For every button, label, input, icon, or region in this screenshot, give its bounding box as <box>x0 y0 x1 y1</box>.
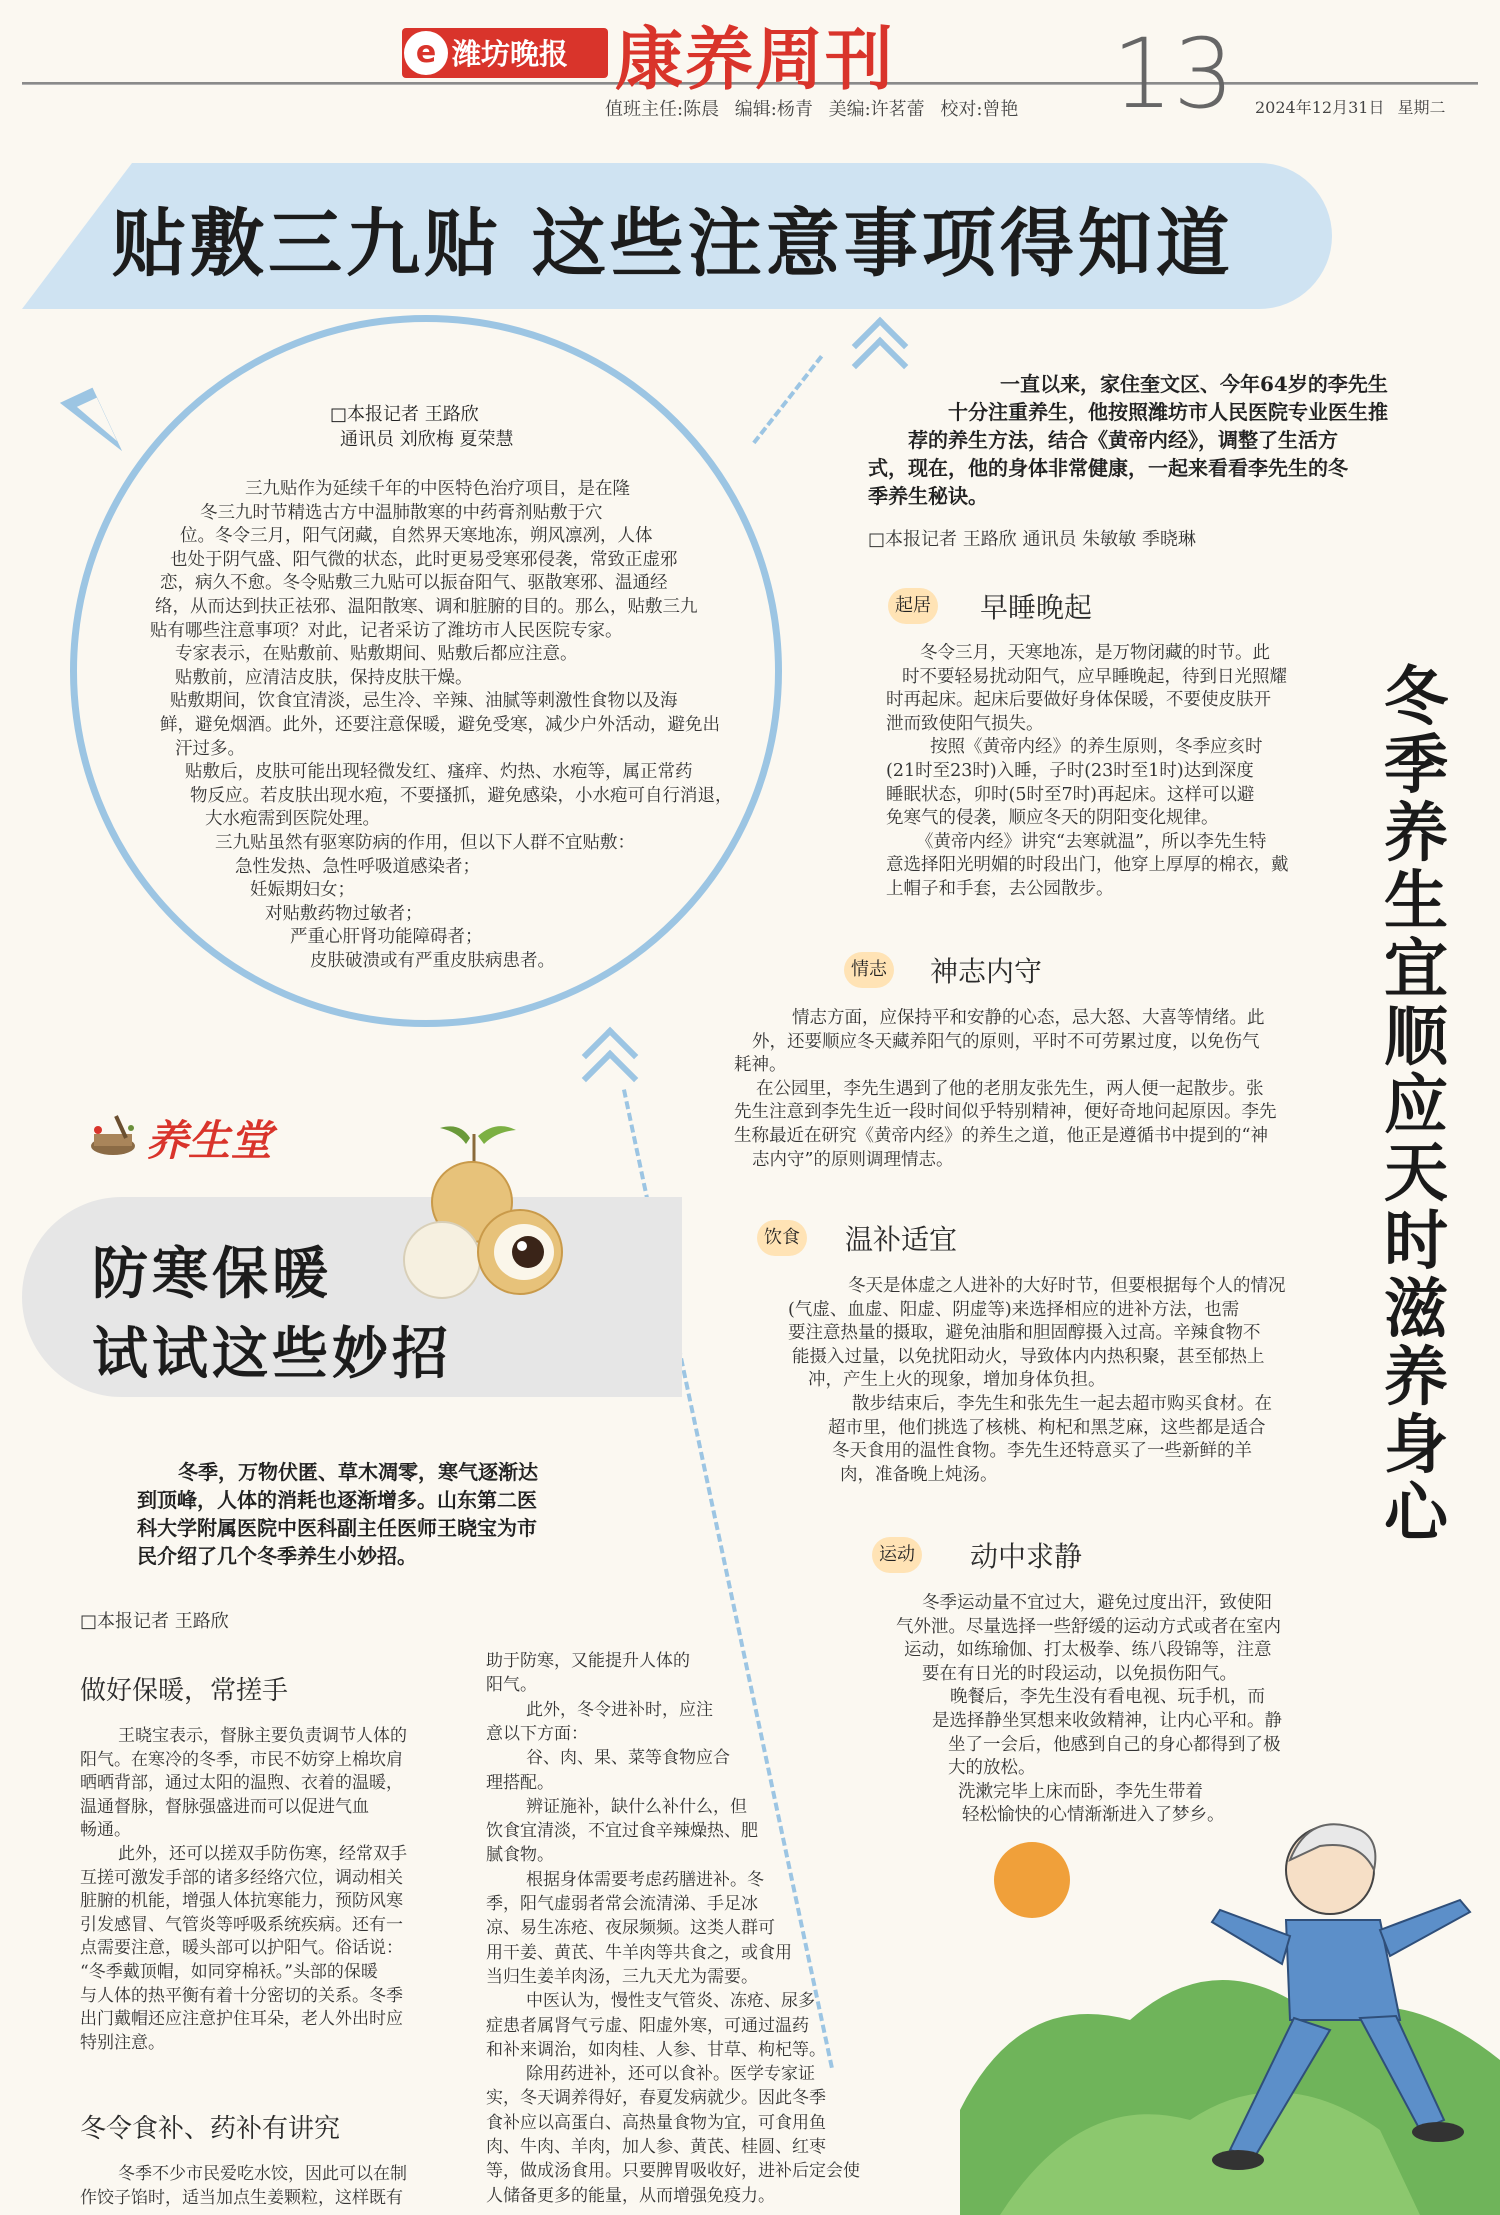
column-2-line: 辨证施补，缺什么补什么，但 <box>526 1796 747 1817</box>
circle-article-line: 也处于阴气盛、阳气微的状态，此时更易受寒邪侵袭，常致正虚邪 <box>170 549 678 570</box>
column-1-tail-line: 作饺子馅时，适当加点生姜颗粒，这样既有 <box>80 2187 403 2208</box>
section-body-line: 冬天食用的温性食物。李先生还特意买了一些新鲜的羊 <box>832 1441 1252 1462</box>
column-2-line: 季，阳气虚弱者常会流清涕、手足冰 <box>486 1894 758 1914</box>
section-body-line: 睡眠状态，卯时(5时至7时)再起床。这样可以避 <box>886 784 1255 805</box>
section-title: 温补适宜 <box>845 1223 958 1256</box>
column-2-line: 腻食物。 <box>486 1845 554 1866</box>
section-body-line: 时不要轻易扰动阳气，应早睡晚起，待到日光照耀 <box>902 666 1287 687</box>
column-2-line: 理搭配。 <box>486 1772 554 1793</box>
section-body-line: 情志方面，应保持平和安静的心态，忌大怒、大喜等情绪。此 <box>792 1008 1265 1028</box>
paper-name: 潍坊晚报 <box>452 37 569 71</box>
column-2-line: 助于防寒，又能提升人体的 <box>486 1651 690 1671</box>
circle-article-line: 急性发热、急性呼吸道感染者； <box>235 856 480 877</box>
section-body-line: 冲，产生上火的现象，增加身体负担。 <box>808 1370 1106 1391</box>
section-tag: 运动 <box>872 1537 922 1573</box>
section-body-line: 大的放松。 <box>948 1758 1036 1779</box>
section-body-line: 能摄入过量，以免扰阳动火，导致体内内热积聚，甚至郁热上 <box>792 1346 1265 1367</box>
section-body-line: 《黄帝内经》讲究“去寒就温”，所以李先生特 <box>916 831 1267 852</box>
column-1-line: 特别注意。 <box>80 2032 165 2053</box>
column-2-line: 除用药进补，还可以食补。医学专家证 <box>526 2064 815 2085</box>
circle-article-line: 三九贴作为延续千年的中医特色治疗项目，是在隆 <box>245 479 630 499</box>
circle-article-line: 皮肤破溃或有严重皮肤病患者。 <box>310 951 555 971</box>
circle-byline-correspondents: 通讯员 刘欣梅 夏荣慧 <box>340 429 514 450</box>
section-body-line: 冬季运动量不宜过大，避免过度出汗，致使阳 <box>922 1593 1272 1613</box>
column-2-line: 此外，冬令进补时，应注 <box>526 1699 713 1720</box>
right-intro-line: 一直以来，家住奎文区、今年64岁的李先生 <box>1000 372 1388 396</box>
section-body-line: (21时至23时)入睡，子时(23时至1时)达到深度 <box>886 761 1254 781</box>
column-1-line: 引发感冒、气管炎等呼吸系统疾病。还有一 <box>80 1914 403 1935</box>
section-body-line: 是选择静坐冥想来收敛精神，让内心平和。静 <box>932 1711 1282 1731</box>
right-intro-line: 季养生秘诀。 <box>868 484 988 508</box>
circle-article-line: 对贴敷药物过敏者； <box>265 903 423 924</box>
circle-article-line: 恋，病久不愈。冬令贴敷三九贴可以振奋阳气、驱散寒邪、温通经 <box>160 573 668 594</box>
section-body-line: 超市里，他们挑选了核桃、枸杞和黑芝麻，这些都是适合 <box>828 1417 1266 1438</box>
section-body-line: 要注意热量的摄取，避免油脂和胆固醇摄入过高。辛辣食物不 <box>788 1323 1261 1344</box>
column-2-line: 人储备更多的能量，从而增强免疫力。 <box>486 2185 775 2206</box>
column-1-line: 阳气。在寒冷的冬季，市民不妨穿上棉坎肩 <box>80 1749 403 1770</box>
column-1-line: 温通督脉，督脉强盛进而可以促进气血 <box>80 1796 369 1817</box>
column-1-line: 出门戴帽还应注意护住耳朵，老人外出时应 <box>80 2009 403 2030</box>
column-1-line: 此外，还可以搓双手防伤寒，经常双手 <box>118 1844 407 1864</box>
section-body-line: (气虚、血虚、阳虚、阴虚等)来选择相应的进补方法，也需 <box>788 1299 1240 1320</box>
column-2-line: 等，做成汤食用。只要脾胃吸收好，进补后定会使 <box>486 2161 860 2182</box>
health-hall-intro-line: 冬季，万物伏匿、草木凋零，寒气逐渐达 <box>178 1460 538 1484</box>
column-1-line: 畅通。 <box>80 1820 131 1841</box>
column-1-line: 与人体的热平衡有着十分密切的关系。冬季 <box>80 1985 403 2006</box>
section-name: 康养周刊 <box>615 21 896 100</box>
circle-article-line: 大水疱需到医院处理。 <box>205 809 380 830</box>
circle-article-line: 严重心肝肾功能障碍者； <box>290 927 483 948</box>
column-1-line: 王晓宝表示，督脉主要负责调节人体的 <box>118 1726 407 1746</box>
column-2-line: 症患者属肾气亏虚、阳虚外寒，可通过温药 <box>486 2015 809 2036</box>
section-tag: 饮食 <box>757 1220 807 1256</box>
page-number: 13 <box>1112 18 1235 130</box>
vertical-article-title: 冬季养生宜顺应天时 滋养身心 <box>1384 661 1448 1551</box>
section-body-line: 要在有日光的时段运动，以免损伤阳气。 <box>922 1663 1237 1684</box>
staff-credits: 值班主任:陈晨 编辑:杨青 美编:许茗蕾 校对:曾艳 <box>605 99 1019 120</box>
circle-article-line: 位。冬令三月，阳气闭藏，自然界天寒地冻，朔风凛冽，人体 <box>180 526 653 547</box>
section-body-line: 生称最近在研究《黄帝内经》的养生之道，他正是遵循书中提到的“神 <box>734 1126 1268 1146</box>
health-hall-subhead-2: 冬令食补、药补有讲究 <box>80 2114 341 2144</box>
section-body-line: 冬天是体虚之人进补的大好时节，但要根据每个人的情况 <box>848 1276 1286 1296</box>
column-1-line: “冬季戴顶帽，如同穿棉袄。”头部的保暖 <box>80 1962 378 1982</box>
dashed-connector-upper <box>752 355 823 444</box>
circle-article-line: 贴敷后，皮肤可能出现轻微发红、瘙痒、灼热、水疱等，属正常药 <box>185 762 693 783</box>
section-body-line: 洗漱完毕上床而卧，李先生带着 <box>958 1781 1203 1802</box>
column-1-line: 点需要注意，暖头部可以护阳气。俗话说： <box>80 1938 403 1959</box>
column-2-line: 阳气。 <box>486 1675 537 1696</box>
section-body-line: 轻松愉快的心情渐渐进入了梦乡。 <box>962 1805 1225 1826</box>
column-2-line: 肉、牛肉、羊肉，加人参、黄芪、桂圆、红枣 <box>486 2137 826 2157</box>
circle-article-line: 贴有哪些注意事项？对此，记者采访了潍坊市人民医院专家。 <box>150 620 623 641</box>
right-article-byline: □本报记者 王路欣 通讯员 朱敏敏 季晓琳 <box>868 529 1196 550</box>
circle-article-line: 汗过多。 <box>175 738 245 759</box>
column-2-line: 和补来调治，如肉桂、人参、甘草、枸杞等。 <box>486 2039 826 2060</box>
circle-article-line: 络，从而达到扶正祛邪、温阳散寒、调和脏腑的目的。那么，贴敷三九 <box>155 597 698 617</box>
circle-article-line: 专家表示，在贴敷前、贴敷期间、贴敷后都应注意。 <box>175 644 578 665</box>
section-title: 动中求静 <box>970 1540 1083 1573</box>
health-hall-intro-line: 到顶峰，人体的消耗也逐渐增多。山东第二医 <box>137 1488 537 1512</box>
column-2-line: 根据身体需要考虑药膳进补。冬 <box>526 1869 764 1890</box>
section-body-line: 外，还要顺应冬天藏养阳气的原则，平时不可劳累过度，以免伤气 <box>752 1031 1260 1052</box>
section-body-line: 免寒气的侵袭，顺应冬天的阴阳变化规律。 <box>886 808 1219 829</box>
column-1-line: 晒晒背部，通过太阳的温煦、衣着的温暖， <box>80 1773 403 1794</box>
right-intro-line: 荐的养生方法，结合《黄帝内经》，调整了生活方 <box>908 428 1338 452</box>
longan-illustration <box>400 1120 580 1320</box>
tai-chi-illustration <box>960 1760 1500 2215</box>
circle-byline-reporter: □本报记者 王路欣 <box>330 404 479 425</box>
section-title: 神志内守 <box>930 955 1043 988</box>
circle-article-line: 贴敷期间，饮食宜清淡，忌生冷、辛辣、油腻等刺激性食物以及海 <box>170 691 678 712</box>
section-title: 早睡晚起 <box>980 591 1093 624</box>
health-hall-title-line2: 试试这些妙招 <box>92 1322 452 1387</box>
section-body-line: 泄而致使阳气损失。 <box>886 713 1044 734</box>
section-body-line: 按照《黄帝内经》的养生原则，冬季应亥时 <box>930 737 1263 758</box>
health-hall-title-line1: 防寒保暖 <box>92 1242 332 1307</box>
section-body-line: 志内守”的原则调理情志。 <box>752 1149 954 1170</box>
section-body-line: 肉，准备晚上炖汤。 <box>840 1464 998 1485</box>
issue-date: 2024年12月31日 星期二 <box>1255 98 1446 117</box>
section-body-line: 气外泄。尽量选择一些舒缓的运动方式或者在室内 <box>896 1616 1281 1637</box>
section-body-line: 时再起床。起床后要做好身体保暖，不要使皮肤开 <box>886 690 1271 711</box>
health-hall-intro-line: 民介绍了几个冬季养生小妙招。 <box>137 1544 417 1568</box>
column-1-line: 互搓可激发手部的诸多经络穴位，调动相关 <box>80 1867 403 1888</box>
right-intro-line: 式，现在，他的身体非常健康，一起来看看李先生的冬 <box>868 456 1348 480</box>
column-2-line: 食补应以高蛋白、高热量食物为宜，可食用鱼 <box>486 2112 826 2133</box>
column-2-line: 意以下方面： <box>486 1723 588 1744</box>
mortar-herbs-icon <box>86 1112 140 1158</box>
circle-article-line: 物反应。若皮肤出现水疱，不要搔抓，避免感染，小水疱可自行消退， <box>190 785 733 806</box>
paper-logo-icon: e <box>404 31 448 75</box>
section-body-line: 先生注意到李先生近一段时间似乎特别精神，便好奇地问起原因。李先 <box>734 1102 1277 1123</box>
health-hall-byline: □本报记者 王路欣 <box>80 1611 229 1632</box>
circle-article-line: 妊娠期妇女； <box>250 880 355 901</box>
right-intro-line: 十分注重养生，他按照潍坊市人民医院专业医生推 <box>948 400 1388 424</box>
section-tag: 情志 <box>844 952 894 988</box>
circle-article-line: 三九贴虽然有驱寒防病的作用，但以下人群不宜贴敷： <box>215 833 635 853</box>
circle-article-line: 贴敷前，应清洁皮肤，保持皮肤干燥。 <box>175 667 473 688</box>
column-2-line: 饮食宜清淡，不宜过食辛辣燥热、肥 <box>486 1821 758 1842</box>
section-body-line: 意选择阳光明媚的时段出门，他穿上厚厚的棉衣，戴 <box>886 855 1289 876</box>
section-tag: 起居 <box>888 588 938 624</box>
section-body-line: 冬令三月，天寒地冻，是万物闭藏的时节。此 <box>920 643 1270 663</box>
section-body-line: 耗神。 <box>734 1055 787 1076</box>
section-body-line: 散步结束后，李先生和张先生一起去超市购买食材。在 <box>852 1394 1272 1414</box>
column-1-line: 脏腑的机能，增强人体抗寒能力，预防风寒 <box>80 1891 403 1912</box>
page-headline: 贴敷三九贴 这些注意事项得知道 <box>112 201 1234 287</box>
section-body-line: 晚餐后，李先生没有看电视、玩手机，而 <box>950 1687 1265 1708</box>
column-2-line: 凉、易生冻疮、夜尿频频。这类人群可 <box>486 1918 775 1939</box>
column-1-tail-line: 冬季不少市民爱吃水饺，因此可以在制 <box>118 2164 407 2184</box>
section-body-line: 上帽子和手套，去公园散步。 <box>886 879 1114 899</box>
column-2-line: 实，冬天调养得好，春夏发病就少。因此冬季 <box>486 2088 826 2109</box>
column-2-line: 当归生姜羊肉汤，三九天尤为需要。 <box>486 1966 758 1987</box>
column-2-line: 谷、肉、果、菜等食物应合 <box>526 1748 730 1769</box>
section-body-line: 运动，如练瑜伽、打太极拳、练八段锦等，注意 <box>904 1640 1272 1661</box>
health-hall-intro-line: 科大学附属医院中医科副主任医师王晓宝为市 <box>137 1516 537 1540</box>
section-body-line: 在公园里，李先生遇到了他的老朋友张先生，两人便一起散步。张 <box>756 1078 1264 1099</box>
health-hall-label: 养生堂 <box>146 1116 273 1165</box>
column-2-line: 用干姜、黄芪、牛羊肉等共食之，或食用 <box>486 1942 792 1963</box>
column-2-line: 中医认为，慢性支气管炎、冻疮、尿多 <box>526 1991 815 2012</box>
circle-article-line: 鲜，避免烟酒。此外，还要注意保暖，避免受寒，减少户外活动，避免出 <box>160 715 720 735</box>
health-hall-subhead-1: 做好保暖，常搓手 <box>80 1676 289 1706</box>
section-body-line: 坐了一会后，他感到自己的身心都得到了极 <box>948 1734 1281 1755</box>
circle-article-line: 冬三九时节精选古方中温肺散寒的中药膏剂贴敷于穴 <box>200 502 603 523</box>
